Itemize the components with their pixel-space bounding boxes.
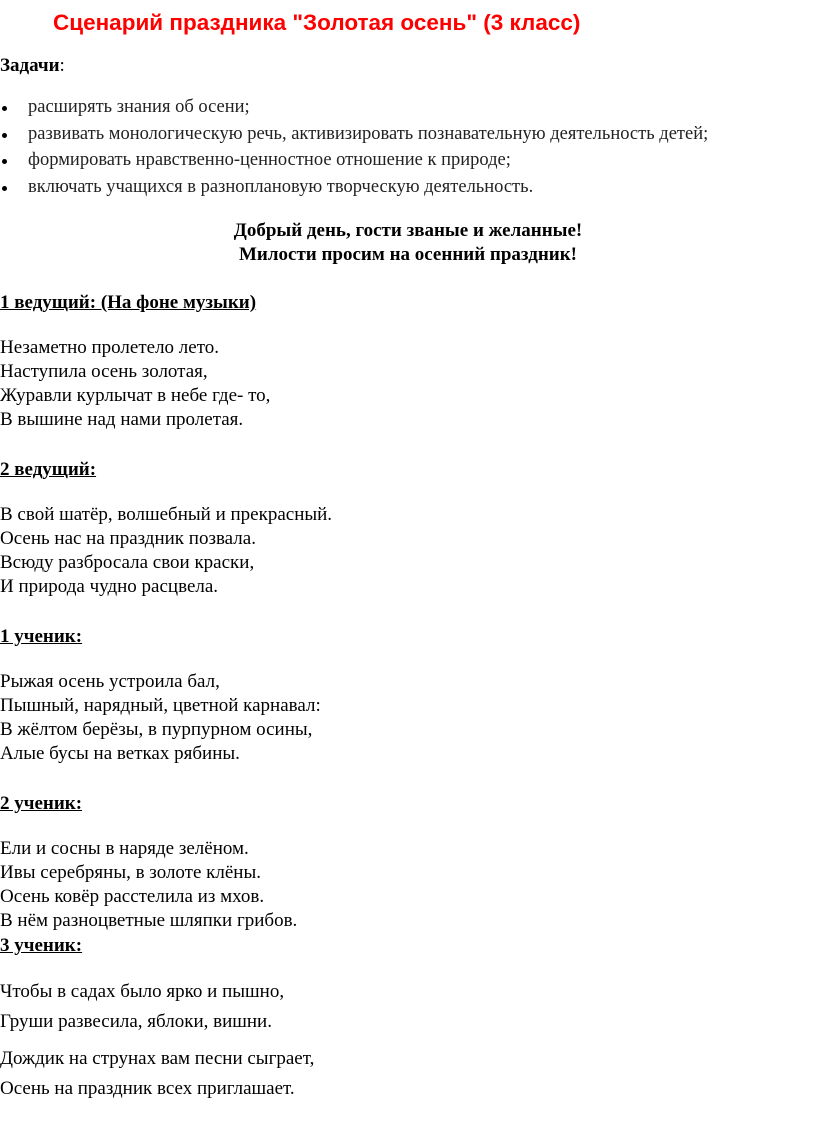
verse-line: Рыжая осень устроила бал, — [0, 671, 220, 692]
role-heading: 1 ученик: — [0, 626, 83, 647]
verse-line: В жёлтом берёзы, в пурпурном осины, — [0, 719, 313, 740]
role-heading: 1 ведущий: (На фоне музыки) — [0, 292, 257, 313]
verse-line: Ивы серебряны, в золоте клёны. — [0, 862, 261, 883]
verse-line: Осень ковёр расстелила из мхов. — [0, 886, 265, 907]
verse-line: Пышный, нарядный, цветной карнавал: — [0, 695, 321, 716]
verse-line: И природа чудно расцвела. — [0, 576, 219, 597]
verse-line: Незаметно пролетело лето. — [0, 337, 220, 358]
verse — [0, 503, 332, 599]
verse-line: Алые бусы на ветках рябины. — [0, 743, 240, 764]
role-heading: 2 ученик: — [0, 793, 83, 814]
tasks-heading — [0, 55, 65, 77]
verse-line: Осень на праздник всех приглашает. — [0, 1078, 295, 1099]
verse-line: Дождик на струнах вам песни сыграет, — [0, 1048, 315, 1069]
verse-line: Чтобы в садах было ярко и пышно, — [0, 981, 285, 1002]
role-heading: 2 ведущий: — [0, 459, 97, 480]
verse-line: В нём разноцветные шляпки грибов. — [0, 910, 298, 931]
greeting-line: Добрый день, гости званые и желанные! — [233, 220, 583, 241]
verse — [0, 670, 321, 766]
verse-line: Наступила осень золотая, — [0, 361, 208, 382]
tasks-list — [0, 99, 708, 205]
verse — [0, 977, 284, 1037]
task-item: расширять знания об осени; — [0, 99, 708, 126]
verse-line: Осень нас на праздник позвала. — [0, 528, 256, 549]
verse-line: Груши развесила, яблоки, вишни. — [0, 1011, 272, 1032]
verse-line: Ели и сосны в наряде зелёном. — [0, 838, 249, 859]
role-heading: 3 ученик: — [0, 935, 83, 956]
verse-line: В свой шатёр, волшебный и прекрасный. — [0, 504, 333, 525]
verse — [0, 1044, 314, 1104]
task-item: развивать монологическую речь, активизировать познавательную деятельность детей; — [0, 126, 708, 153]
verse-line: В вышине над нами пролетая. — [0, 409, 244, 430]
greeting-line: Милости просим на осенний праздник! — [238, 244, 577, 265]
verse-line: Журавли курлычат в небе где- то, — [0, 385, 271, 406]
verse — [0, 336, 270, 432]
tasks-label: Задачи — [0, 55, 60, 76]
tasks-colon: : — [59, 55, 65, 76]
task-item: формировать нравственно-ценностное отношение к природе; — [0, 152, 708, 179]
verse-line: Всюду разбросала свои краски, — [0, 552, 255, 573]
task-item: включать учащихся в разноплановую творческую деятельность. — [0, 179, 708, 206]
document-title: Сценарий праздника "Золотая осень" (3 класс) — [53, 10, 581, 35]
verse — [0, 837, 297, 933]
